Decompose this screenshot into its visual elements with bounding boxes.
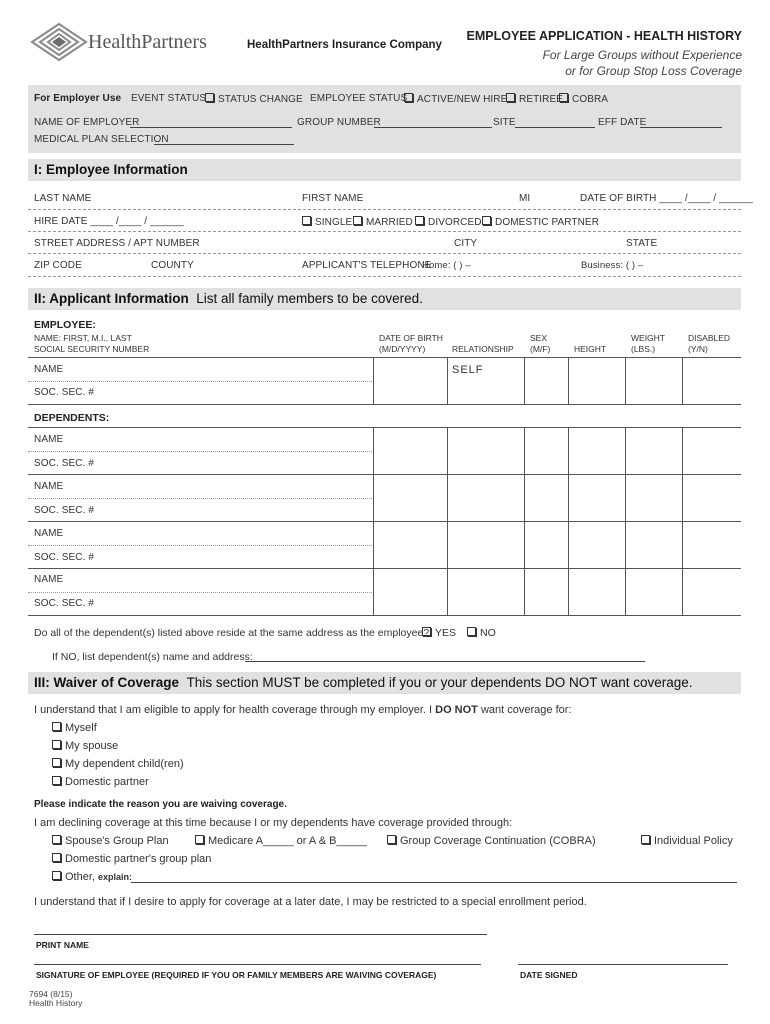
checkbox[interactable] [52,776,61,785]
if-no-label: If NO, list dependent(s) name and address: [52,651,253,663]
divider [28,253,741,254]
table-rule [447,427,448,615]
col-name-2: SOCIAL SECURITY NUMBER [34,344,150,354]
event-status-label: EVENT STATUS [131,93,207,104]
date-signed-label: DATE SIGNED [520,970,578,980]
dependents-label: DEPENDENTS: [34,412,110,424]
section-2-desc: List all family members to be covered. [196,291,423,306]
city-label[interactable]: CITY [454,238,478,249]
active-option[interactable] [404,93,507,105]
same-address-yes[interactable] [422,627,456,639]
col-relationship: RELATIONSHIP [452,344,514,354]
table-rule [625,427,626,615]
dependent-4-name[interactable]: NAME [34,574,64,585]
active-label: ACTIVE/NEW HIRE [417,94,508,105]
col-height: HEIGHT [574,344,607,354]
explain-field[interactable] [131,882,737,883]
checkbox[interactable] [52,758,61,767]
checkbox[interactable] [52,740,61,749]
company-name: HealthPartners Insurance Company [247,39,442,51]
section-3-header [28,672,741,694]
checkbox[interactable] [353,216,362,225]
section-3-heading [34,675,693,690]
dob-label[interactable]: DATE OF BIRTH ____ /____ / ______ [580,193,754,204]
dp-plan-label: Domestic partner's group plan [65,853,212,865]
table-rule [568,357,569,404]
state-label[interactable]: STATE [626,238,658,249]
table-rule [28,381,372,382]
employee-soc-cell[interactable]: SOC. SEC. # [34,387,95,398]
table-rule [28,592,372,593]
table-rule [28,568,741,569]
reason-individual[interactable] [641,835,733,847]
waiver-intro-b: DO NOT [435,704,478,716]
section-3-desc: This section MUST be completed if you or your dependents DO NOT want coverage. [186,675,693,690]
checkbox[interactable] [467,627,476,636]
section-2-title: II: Applicant Information [34,291,189,306]
eff-date-field[interactable] [640,127,722,128]
later-enrollment-text: I understand that if I desire to apply for coverage at a later date, I may be restricted to a special enrollment period. [34,896,587,908]
checkbox[interactable] [52,871,61,880]
county-label[interactable]: COUNTY [151,260,194,271]
form-number: 7694 (8/15) [29,989,73,999]
waiver-intro-a: I understand that I am eligible to apply for health coverage through my employer. I [34,704,433,716]
dependent-3-soc[interactable]: SOC. SEC. # [34,552,95,563]
waive-myself[interactable] [52,722,97,734]
form-subtitle-1: For Large Groups without Experience [542,48,742,62]
col-sex-1: SEX [530,333,548,343]
dependent-2-name[interactable]: NAME [34,481,64,492]
partner-label: Domestic partner [65,776,149,788]
domestic-partner-option[interactable] [482,216,599,228]
medical-plan-field[interactable] [154,144,294,145]
myself-label: Myself [65,722,97,734]
col-weight-1: WEIGHT [631,333,665,343]
dependent-1-soc[interactable]: SOC. SEC. # [34,458,95,469]
table-rule [524,427,525,615]
signature-label: SIGNATURE OF EMPLOYEE (REQUIRED IF YOU OR FAMILY MEMBERS ARE WAIVING COVERAGE) [36,970,437,980]
employee-label: EMPLOYEE: [34,319,96,331]
signature-field[interactable] [34,964,481,965]
employee-relationship-self: SELF [452,364,484,376]
table-rule [625,357,626,404]
col-disabled-1: DISABLED [688,333,731,343]
col-dob-1: DATE OF BIRTH [379,333,443,343]
eff-date-label: EFF DATE [598,117,647,128]
checkbox[interactable] [415,216,424,225]
table-rule [524,357,525,404]
group-number-label: GROUP NUMBER [297,117,381,128]
cobra-option[interactable] [559,93,608,105]
reason-heading: Please indicate the reason you are waiving coverage. [34,799,287,810]
checkbox[interactable] [422,627,431,636]
divider [28,231,741,232]
checkbox[interactable] [559,93,568,102]
employer-use-label: For Employer Use [34,93,122,104]
retiree-option[interactable] [506,93,563,105]
table-rule [447,357,448,404]
table-rule [28,615,741,616]
checkbox[interactable] [482,216,491,225]
divorced-label: DIVORCED [428,217,482,228]
checkbox[interactable] [641,835,650,844]
table-rule [28,357,741,358]
employee-name-cell[interactable]: NAME [34,364,64,375]
last-name-label[interactable]: LAST NAME [34,193,92,204]
first-name-label[interactable]: FIRST NAME [302,193,364,204]
section-2-header [28,288,741,310]
same-address-question: Do all of the dependent(s) listed above reside at the same address as the employee? [34,627,430,639]
if-no-field[interactable] [245,661,645,662]
reason-medicare[interactable] [195,835,367,847]
logo [30,22,230,62]
checkbox[interactable] [387,835,396,844]
hire-date-label[interactable]: HIRE DATE ____ /____ / ______ [34,216,185,227]
no-label: NO [480,627,496,639]
reason-dp-plan[interactable] [52,853,211,865]
table-rule [28,427,741,428]
table-rule [682,357,683,404]
employee-status-label: EMPLOYEE STATUS [310,93,408,104]
other-label: Other, [65,871,95,883]
checkbox[interactable] [404,93,413,102]
form-name: Health History [29,998,83,1008]
checkbox[interactable] [302,216,311,225]
waiver-intro-c: want coverage for: [480,704,572,716]
table-rule [28,498,372,499]
telephone-label: APPLICANT'S TELEPHONE [302,260,432,271]
zip-label[interactable]: ZIP CODE [34,260,82,271]
group-number-field[interactable] [374,127,492,128]
table-rule [373,427,374,615]
home-phone-field[interactable]: Home: ( ) – [422,260,471,271]
waive-partner[interactable] [52,776,149,788]
logo-diamond-icon [30,22,88,62]
status-change-option[interactable] [205,93,303,105]
cobra-continuation-label: Group Coverage Continuation (COBRA) [400,835,596,847]
table-rule [28,404,741,405]
street-label[interactable]: STREET ADDRESS / APT NUMBER [34,238,200,249]
reason-other[interactable] [52,871,132,883]
medicare-label: Medicare A_____ or A & B_____ [208,835,368,847]
name-of-employer-label: NAME OF EMPLOYER [34,117,140,128]
checkbox[interactable] [52,835,61,844]
dependent-2-soc[interactable]: SOC. SEC. # [34,505,95,516]
yes-label: YES [435,627,457,639]
dependent-3-name[interactable]: NAME [34,528,64,539]
dependent-1-name[interactable]: NAME [34,434,64,445]
checkbox[interactable] [52,853,61,862]
same-address-no[interactable] [467,627,496,639]
table-rule [28,521,741,522]
table-rule [28,451,372,452]
name-of-employer-field[interactable] [130,127,292,128]
checkbox[interactable] [195,835,204,844]
site-field[interactable] [515,127,595,128]
print-name-label: PRINT NAME [36,940,89,950]
business-phone-field[interactable]: Business: ( ) – [581,260,644,271]
section-3-title: III: Waiver of Coverage [34,675,180,690]
single-label: SINGLE [315,217,353,228]
section-1-header [28,159,741,181]
mi-label[interactable]: MI [519,193,531,204]
site-label: SITE [493,117,516,128]
spouse-label: My spouse [65,740,119,752]
single-option[interactable] [302,216,352,228]
col-sex-2: (M/F) [530,344,551,354]
section-2-heading [34,291,423,306]
print-name-field[interactable] [34,934,487,935]
status-change-label: STATUS CHANGE [218,94,303,105]
retiree-label: RETIREE [519,94,564,105]
waiver-intro [34,704,571,716]
declining-text: I am declining coverage at this time because I or my dependents have coverage provided through: [34,817,513,829]
child-label: My dependent child(ren) [65,758,184,770]
logo-text: HealthPartners [88,31,207,53]
form-title: EMPLOYEE APPLICATION - HEALTH HISTORY [466,29,742,43]
reason-cobra[interactable] [387,835,596,847]
divorced-option[interactable] [415,216,482,228]
explain-label: explain: [98,872,133,882]
individual-label: Individual Policy [654,835,733,847]
col-name-1: NAME: FIRST, M.I., LAST [34,333,132,343]
table-rule [28,545,372,546]
date-signed-field[interactable] [518,964,728,965]
table-rule [568,427,569,615]
reason-spouse-plan[interactable] [52,835,169,847]
divider [28,276,741,277]
checkbox[interactable] [52,722,61,731]
spouse-plan-label: Spouse's Group Plan [65,835,169,847]
col-dob-2: (M/D/YYYY) [379,344,426,354]
medical-plan-label: MEDICAL PLAN SELECTION [34,134,169,145]
table-rule [28,474,741,475]
form-subtitle-2: or for Group Stop Loss Coverage [565,64,742,78]
section-1-title: I: Employee Information [34,162,188,177]
cobra-label: COBRA [572,94,609,105]
domestic-partner-label: DOMESTIC PARTNER [495,217,600,228]
dependent-4-soc[interactable]: SOC. SEC. # [34,598,95,609]
married-label: MARRIED [366,217,413,228]
checkbox[interactable] [205,93,214,102]
table-rule [373,357,374,404]
col-weight-2: (LBS.) [631,344,656,354]
waive-spouse[interactable] [52,740,118,752]
waive-child[interactable] [52,758,184,770]
married-option[interactable] [353,216,413,228]
checkbox[interactable] [506,93,515,102]
col-disabled-2: (Y/N) [688,344,708,354]
table-rule [682,427,683,615]
divider [28,209,741,210]
